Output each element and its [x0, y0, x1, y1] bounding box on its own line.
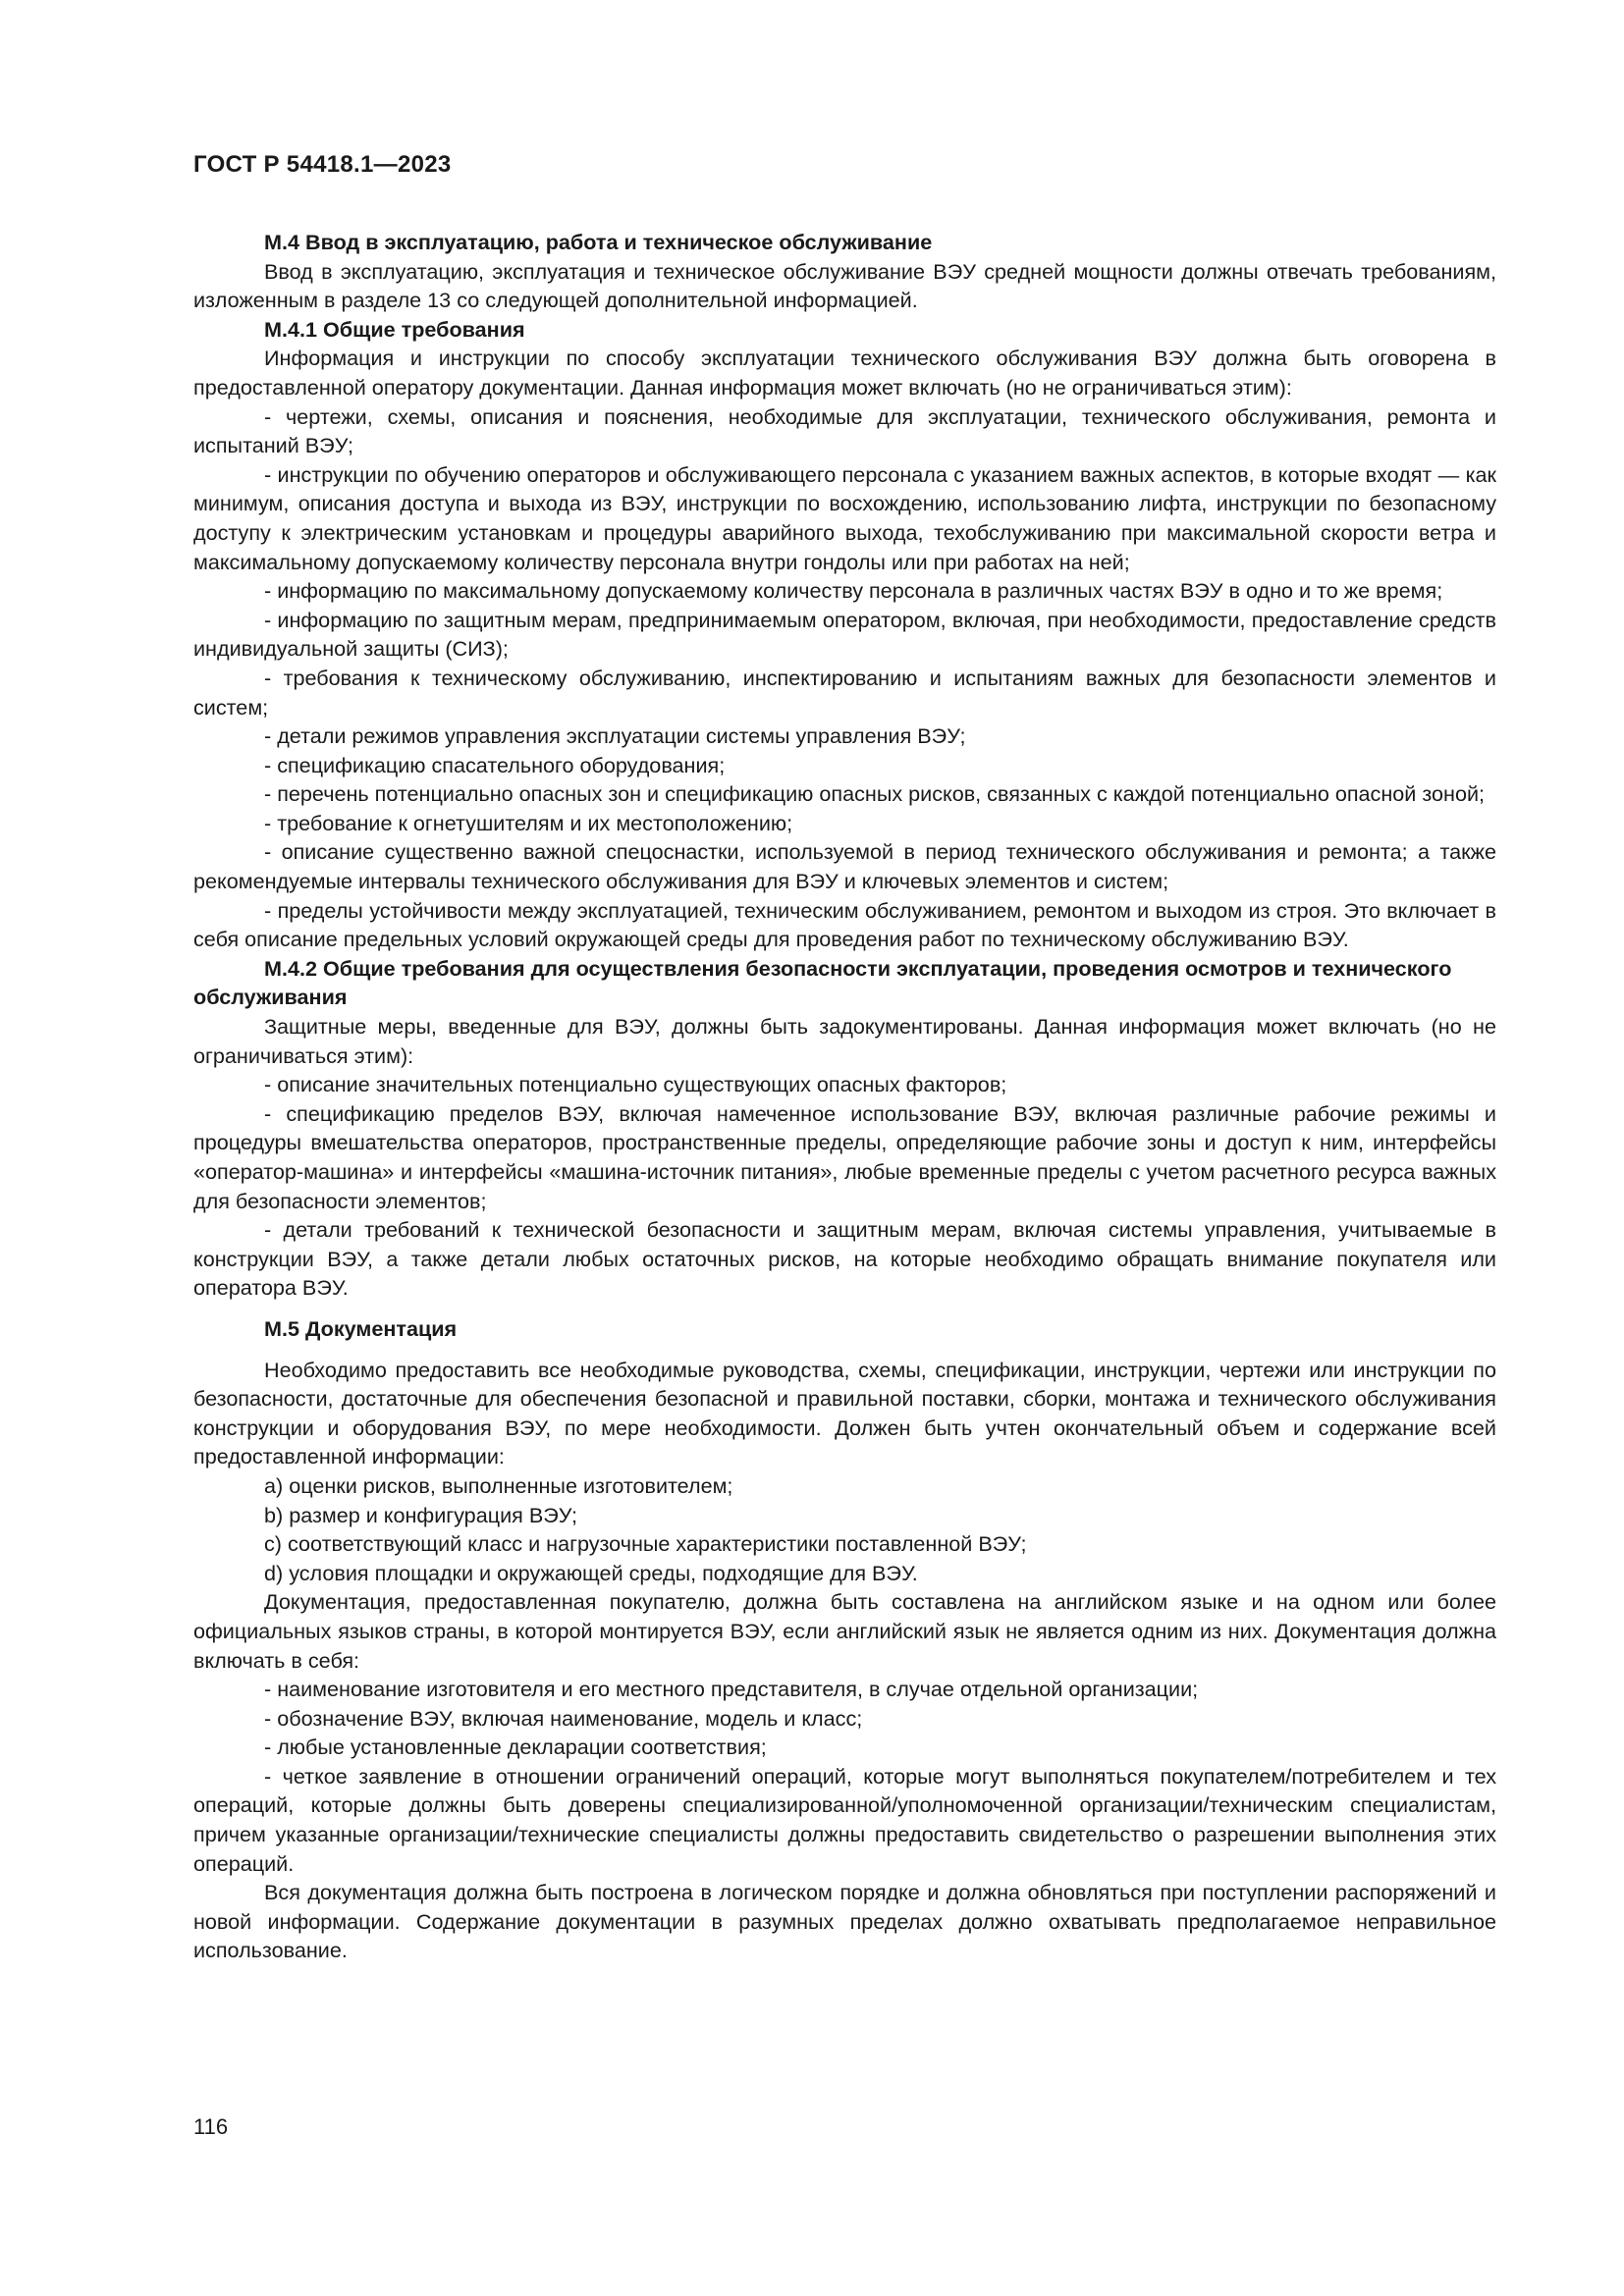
- list-item: b) размер и конфигурация ВЭУ;: [264, 1502, 577, 1527]
- paragraph: Информация и инструкции по способу эксплуатации технического обслуживания ВЭУ должна быть оговорена в предоставленной оператору документации. Данная информация может включать (но не ограничиваться этим):: [193, 346, 1496, 400]
- section-heading-m42: М.4.2 Общие требования для осуществления безопасности эксплуатации, проведения осмотров и технического обслуживания: [193, 955, 1452, 1010]
- list-item: - детали требований к технической безопасности и защитным мерам, включая системы управления, учитываемые в конструкции ВЭУ, а также детали любых остаточных рисков, на которые необходимо обращать внимание покупателя или оператора ВЭУ.: [193, 1217, 1496, 1301]
- list-item: - требования к техническому обслуживанию, инспектированию и испытаниям важных для безопасности элементов и систем;: [193, 665, 1496, 720]
- list-item: - любые установленные декларации соответствия;: [264, 1735, 767, 1760]
- list-item: - требование к огнетушителям и их местоположению;: [264, 810, 793, 835]
- paragraph: Документация, предоставленная покупателю, должна быть составлена на английском языке и на одном или более официальных языков страны, в которой монтируется ВЭУ, если английский язык не является одним из них. Документация должна включать в себя:: [193, 1589, 1496, 1673]
- list-item: - детали режимов управления эксплуатации системы управления ВЭУ;: [264, 723, 966, 749]
- document-body: [193, 228, 1496, 1965]
- paragraph: Необходимо предоставить все необходимые руководства, схемы, спецификации, инструкции, чертежи или инструкции по безопасности, достаточные для обеспечения безопасной и правильной поставки, сборки, монтажа и технического обслуживания конструкции и оборудования ВЭУ, по мере необходимости. Должен быть учтен окончательный объем и содержание всей предоставленной информации:: [193, 1357, 1496, 1469]
- section-heading-m41: М.4.1 Общие требования: [264, 316, 525, 342]
- list-item: - четкое заявление в отношении ограничений операций, которые могут выполняться покупателем/потребителем и тех операций, которые должны быть доверены специализированной/уполномоченной организации/техническим специалистам, причем указанные организации/технические специалисты должны предоставить свидетельство о разрешении выполнения этих операций.: [193, 1763, 1496, 1876]
- list-item: - перечень потенциально опасных зон и спецификацию опасных рисков, связанных с каждой потенциально опасной зоной;: [264, 781, 1486, 807]
- document-code: ГОСТ Р 54418.1—2023: [193, 151, 452, 178]
- section-heading-m4: М.4 Ввод в эксплуатацию, работа и техническое обслуживание: [264, 230, 933, 254]
- paragraph: Защитные меры, введенные для ВЭУ, должны быть задокументированы. Данная информация может включать (но не ограничиваться этим):: [193, 1014, 1496, 1068]
- list-item: а) оценки рисков, выполненные изготовителем;: [264, 1472, 733, 1498]
- list-item: - информацию по защитным мерам, предпринимаемым оператором, включая, при необходимости, предоставление средств индивидуальной защиты (СИЗ);: [193, 607, 1496, 662]
- list-item: - инструкции по обучению операторов и обслуживающего персонала с указанием важных аспектов, в которые входят — как минимум, описания доступа и выхода из ВЭУ, инструкции по восхождению, использованию лифта, инструкции по безопасному доступу к электрическим установкам и процедуры аварийного выхода, техобслуживанию при максимальной скорости ветра и максимальному допускаемому количеству персонала внутри гондолы или при работах на ней;: [193, 461, 1496, 574]
- list-item: - чертежи, схемы, описания и пояснения, необходимые для эксплуатации, технического обслуживания, ремонта и испытаний ВЭУ;: [193, 403, 1496, 458]
- list-item: - обозначение ВЭУ, включая наименование, модель и класс;: [264, 1705, 863, 1731]
- paragraph: Вся документация должна быть построена в логическом порядке и должна обновляться при поступлении распоряжений и новой информации. Содержание документации в разумных пределах должно охватывать предполагаемое неправильное использование.: [193, 1880, 1496, 1963]
- paragraph: Ввод в эксплуатацию, эксплуатация и техническое обслуживание ВЭУ средней мощности должны отвечать требованиям, изложенным в разделе 13 со следующей дополнительной информацией.: [193, 258, 1496, 313]
- list-item: - описание существенно важной спецоснастки, используемой в период технического обслуживания и ремонта; а также рекомендуемые интервалы технического обслуживания для ВЭУ и ключевых элементов и систем;: [193, 839, 1496, 894]
- list-item: - информацию по максимальному допускаемому количеству персонала в различных частях ВЭУ в одно и то же время;: [264, 578, 1443, 604]
- section-heading-m5: М.5 Документация: [264, 1315, 458, 1341]
- list-item: - описание значительных потенциально существующих опасных факторов;: [264, 1072, 1007, 1097]
- list-item: - пределы устойчивости между эксплуатацией, техническим обслуживанием, ремонтом и выходом из строя. Это включает в себя описание предельных условий окружающей среды для проведения работ по техническому обслуживанию ВЭУ.: [193, 897, 1496, 952]
- page-number: 116: [193, 2114, 229, 2139]
- list-item: - спецификацию пределов ВЭУ, включая намеченное использование ВЭУ, включая различные рабочие режимы и процедуры вмешательства операторов, пространственные пределы, определяющие рабочие зоны и доступ к ним, интерфейсы «оператор-машина» и интерфейсы «машина-источник питания», любые временные пределы с учетом расчетного ресурса важных для безопасности элементов;: [193, 1100, 1496, 1213]
- list-item: - наименование изготовителя и его местного представителя, в случае отдельной организации;: [264, 1677, 1199, 1702]
- list-item: d) условия площадки и окружающей среды, подходящие для ВЭУ.: [264, 1560, 918, 1585]
- list-item: - спецификацию спасательного оборудования;: [264, 752, 726, 777]
- list-item: с) соответствующий класс и нагрузочные характеристики поставленной ВЭУ;: [264, 1531, 1027, 1557]
